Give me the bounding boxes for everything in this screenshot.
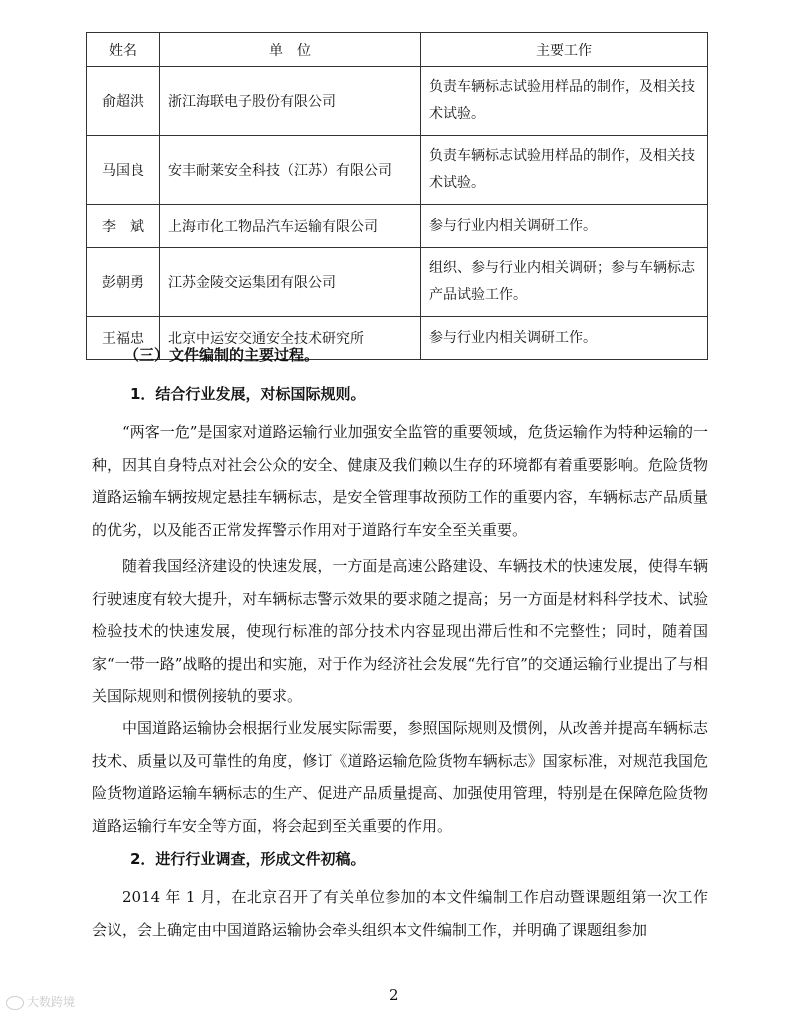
member-work: 负责车辆标志试验用样品的制作，及相关技术试验。 [421, 136, 708, 205]
table-row [87, 248, 708, 317]
paragraph-4: 2014 年 1 月，在北京召开了有关单位参加的本文件编制工作启动暨课题组第一次工作会议，会上确定由中国道路运输协会牵头组织本文件编制工作，并明确了课题组参加 [92, 888, 708, 939]
member-unit: 安丰耐莱安全科技（江苏）有限公司 [160, 136, 421, 205]
member-work: 负责车辆标志试验用样品的制作，及相关技术试验。 [421, 67, 708, 136]
member-work: 组织、参与行业内相关调研；参与车辆标志产品试验工作。 [421, 248, 708, 317]
member-name: 李 斌 [87, 205, 160, 248]
member-name: 马国良 [87, 136, 160, 205]
header-unit: 单 位 [160, 33, 421, 67]
header-work: 主要工作 [421, 33, 708, 67]
subsection-heading-1: 1．结合行业发展，对标国际规则。 [130, 385, 366, 403]
table-row [87, 205, 708, 248]
subsection-heading-2: 2．进行行业调查，形成文件初稿。 [130, 850, 366, 868]
member-unit: 上海市化工物品汽车运输有限公司 [160, 205, 421, 248]
section-heading: （三）文件编制的主要过程。 [124, 346, 320, 364]
member-unit: 北京中运安交通安全技术研究所 [160, 317, 421, 360]
table-row [87, 67, 708, 136]
table-row [87, 136, 708, 205]
member-unit: 浙江海联电子股份有限公司 [160, 67, 421, 136]
paragraph-1: “两客一危”是国家对道路运输行业加强安全监管的重要领域，危货运输作为特种运输的一种，因其自身特点对社会公众的安全、健康及我们赖以生存的环境都有着重要影响。危险货物道路运输车辆按规定悬挂车辆标志，是安全管理事故预防工作的重要内容，车辆标志产品质量的优劣，以及能否正常发挥警示作用对于道路行车安全至关重要。 [92, 423, 708, 539]
member-name: 王福忠 [87, 317, 160, 360]
member-unit: 江苏金陵交运集团有限公司 [160, 248, 421, 317]
member-name: 彭朝勇 [87, 248, 160, 317]
page-number: 2 [389, 986, 399, 1004]
watermark-logo-icon [6, 996, 24, 1010]
watermark-text: 大数跨境 [27, 995, 76, 1009]
table-header-row [87, 33, 708, 67]
member-work: 参与行业内相关调研工作。 [421, 317, 708, 360]
watermark [6, 993, 75, 1010]
paragraph-3: 中国道路运输协会根据行业发展实际需要，参照国际规则及惯例，从改善并提高车辆标志技术、质量以及可靠性的角度，修订《道路运输危险货物车辆标志》国家标准，对规范我国危险货物道路运输车辆标志的生产、促进产品质量提高、加强使用管理，特别是在保障危险货物道路运输行车安全等方面，将会起到至关重要的作用。 [92, 719, 708, 835]
members-table [86, 32, 708, 360]
member-work: 参与行业内相关调研工作。 [421, 205, 708, 248]
paragraph-2: 随着我国经济建设的快速发展，一方面是高速公路建设、车辆技术的快速发展，使得车辆行驶速度有较大提升，对车辆标志警示效果的要求随之提高；另一方面是材料科学技术、试验检验技术的快速发展，使现行标准的部分技术内容显现出滞后性和不完整性；同时，随着国家“一带一路”战略的提出和实施，对于作为经济社会发展“先行官”的交通运输行业提出了与相关国际规则和惯例接轨的要求。 [92, 557, 708, 705]
member-name: 俞超洪 [87, 67, 160, 136]
header-name: 姓名 [87, 33, 160, 67]
